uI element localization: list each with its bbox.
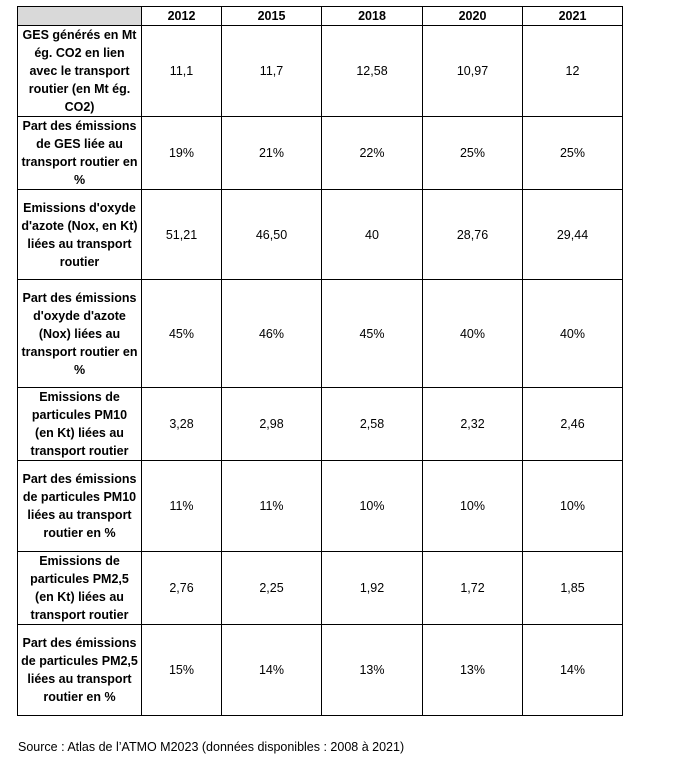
table-cell: 11% (142, 461, 222, 552)
table-cell: 40 (322, 190, 423, 280)
table-cell: 2,32 (423, 388, 523, 461)
table-cell: 2,98 (222, 388, 322, 461)
header-row (18, 7, 623, 26)
table-cell: 40% (523, 280, 623, 388)
row-label: Part des émissions de GES liée au transport routier en % (18, 117, 142, 190)
table-cell: 2,46 (523, 388, 623, 461)
year-header: 2012 (142, 7, 222, 26)
table-row (18, 461, 623, 552)
table-cell: 45% (322, 280, 423, 388)
table-cell: 25% (423, 117, 523, 190)
year-header: 2018 (322, 7, 423, 26)
source-note: Source : Atlas de l’ATMO M2023 (données disponibles : 2008 à 2021) (18, 740, 405, 754)
table-cell: 2,76 (142, 552, 222, 625)
table-row (18, 625, 623, 716)
table-cell: 10,97 (423, 26, 523, 117)
table-cell: 28,76 (423, 190, 523, 280)
table-cell: 2,58 (322, 388, 423, 461)
year-header: 2020 (423, 7, 523, 26)
table-cell: 19% (142, 117, 222, 190)
year-header: 2015 (222, 7, 322, 26)
table-cell: 46,50 (222, 190, 322, 280)
table-cell: 13% (322, 625, 423, 716)
table-cell: 25% (523, 117, 623, 190)
table-cell: 46% (222, 280, 322, 388)
table-cell: 21% (222, 117, 322, 190)
year-header: 2021 (523, 7, 623, 26)
row-label: Emissions de particules PM2,5 (en Kt) liées au transport routier (18, 552, 142, 625)
table-row (18, 552, 623, 625)
table-cell: 3,28 (142, 388, 222, 461)
table-cell: 10% (322, 461, 423, 552)
row-label: Part des émissions de particules PM10 liées au transport routier en % (18, 461, 142, 552)
table-cell: 11,7 (222, 26, 322, 117)
table-cell: 11% (222, 461, 322, 552)
table-cell: 1,85 (523, 552, 623, 625)
corner-cell (18, 7, 142, 26)
table-cell: 12,58 (322, 26, 423, 117)
table-cell: 12 (523, 26, 623, 117)
table-row (18, 280, 623, 388)
table-cell: 22% (322, 117, 423, 190)
table-cell: 10% (423, 461, 523, 552)
table-cell: 1,72 (423, 552, 523, 625)
table-cell: 14% (222, 625, 322, 716)
table-cell: 14% (523, 625, 623, 716)
row-label: Emissions d'oxyde d'azote (Nox, en Kt) liées au transport routier (18, 190, 142, 280)
table-cell: 15% (142, 625, 222, 716)
table-row (18, 388, 623, 461)
table-row (18, 117, 623, 190)
table-cell: 1,92 (322, 552, 423, 625)
emissions-table (17, 6, 623, 716)
table-cell: 51,21 (142, 190, 222, 280)
table-row (18, 190, 623, 280)
table-cell: 29,44 (523, 190, 623, 280)
row-label: GES générés en Mt ég. CO2 en lien avec le transport routier (en Mt ég. CO2) (18, 26, 142, 117)
row-label: Part des émissions de particules PM2,5 liées au transport routier en % (18, 625, 142, 716)
table-cell: 11,1 (142, 26, 222, 117)
row-label: Part des émissions d'oxyde d'azote (Nox) liées au transport routier en % (18, 280, 142, 388)
row-label: Emissions de particules PM10 (en Kt) liées au transport routier (18, 388, 142, 461)
table-row (18, 26, 623, 117)
table-cell: 2,25 (222, 552, 322, 625)
table-cell: 13% (423, 625, 523, 716)
table-cell: 10% (523, 461, 623, 552)
table-cell: 40% (423, 280, 523, 388)
table-cell: 45% (142, 280, 222, 388)
